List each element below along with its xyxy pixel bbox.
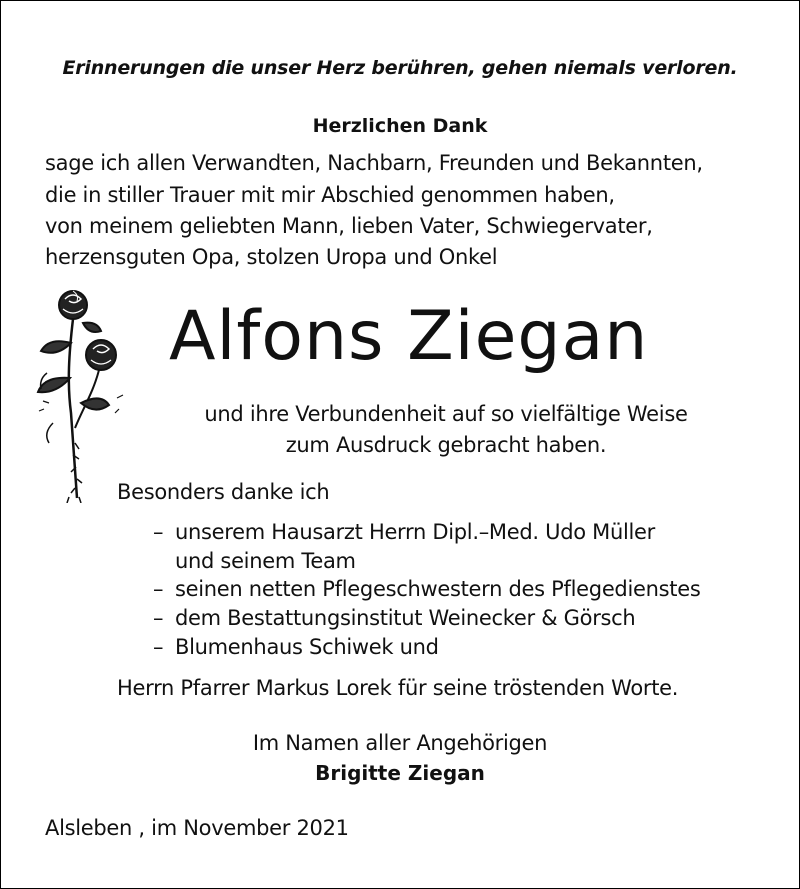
memorial-quote: Erinnerungen die unser Herz berühren, gehen niemals verloren. [62,57,738,79]
list-dash: – [153,635,164,659]
signoff-line: Im Namen aller Angehörigen [252,731,548,755]
intro-line: von meinem geliebten Mann, lieben Vater, Schwiegervater, [45,214,653,238]
pastor-thanks: Herrn Pfarrer Markus Lorek für seine tröstenden Worte. [117,676,679,700]
gratitude-line: zum Ausdruck gebracht haben. [285,433,607,457]
intro-line: sage ich allen Verwandten, Nachbarn, Freunden und Bekannten, [45,151,703,175]
place-and-date: Alsleben , im November 2021 [45,816,349,840]
intro-line: die in stiller Trauer mit mir Abschied genommen haben, [45,183,615,207]
list-dash: – [153,520,164,544]
thanks-list-item: dem Bestattungsinstitut Weinecker & Görsch [175,606,636,630]
thanks-list-item: unserem Hausarzt Herrn Dipl.–Med. Udo Müller [175,520,656,544]
thanks-list-item: Blumenhaus Schiwek und [175,635,439,659]
deceased-name: Alfons Ziegan [169,297,649,376]
thanks-list-item: seinen netten Pflegeschwestern des Pflegedienstes [175,577,701,601]
intro-line: herzensguten Opa, stolzen Uropa und Onkel [45,245,498,269]
list-dash: – [153,606,164,630]
list-dash: – [153,577,164,601]
rose-illustration-icon [23,283,133,503]
signer-name: Brigitte Ziegan [315,761,485,785]
thanks-intro: Besonders danke ich [117,480,330,504]
thanks-list-item: und seinem Team [175,549,356,573]
notice-heading: Herzlichen Dank [312,115,488,137]
gratitude-line: und ihre Verbundenheit auf so vielfältige Weise [204,402,688,426]
